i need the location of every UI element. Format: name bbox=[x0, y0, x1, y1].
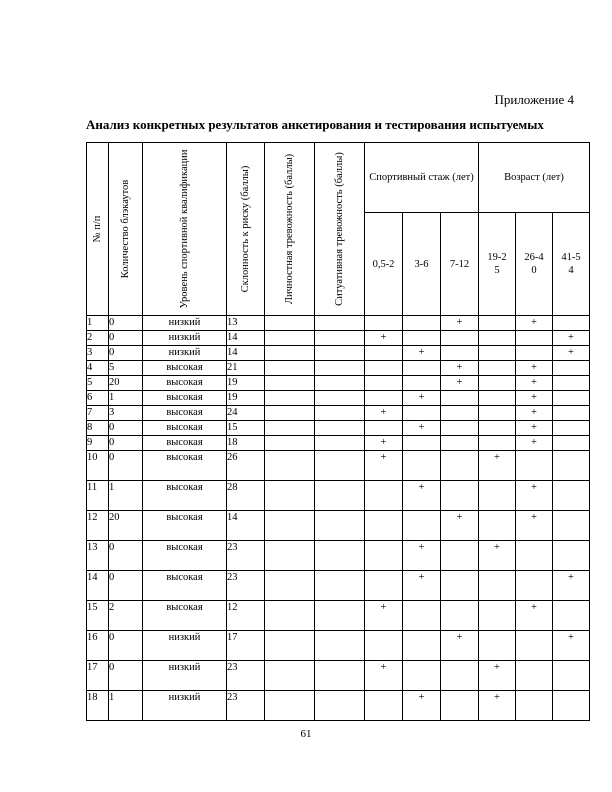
experience-mark bbox=[403, 406, 441, 421]
header-situational: Ситуативная тревожность (баллы) bbox=[315, 143, 365, 316]
personal-anxiety bbox=[265, 421, 315, 436]
blackout-count: 2 bbox=[109, 601, 143, 631]
experience-mark bbox=[403, 361, 441, 376]
situational-anxiety bbox=[315, 511, 365, 541]
blackout-count: 1 bbox=[109, 691, 143, 721]
experience-mark bbox=[365, 421, 403, 436]
experience-mark bbox=[365, 391, 403, 406]
experience-mark bbox=[441, 661, 479, 691]
age-mark: + bbox=[479, 691, 516, 721]
appendix-label: Приложение 4 bbox=[494, 92, 574, 107]
header-exp-0: 0,5-2 bbox=[365, 213, 403, 316]
header-exp-1: 3-6 bbox=[403, 213, 441, 316]
header-num: № п/п bbox=[87, 143, 109, 316]
situational-anxiety bbox=[315, 541, 365, 571]
risk-score: 19 bbox=[227, 391, 265, 406]
age-mark bbox=[479, 361, 516, 376]
age-mark bbox=[479, 391, 516, 406]
experience-mark bbox=[441, 571, 479, 601]
age-mark bbox=[479, 376, 516, 391]
blackout-count: 5 bbox=[109, 361, 143, 376]
age-mark: + bbox=[516, 391, 553, 406]
age-mark bbox=[516, 571, 553, 601]
blackout-count: 0 bbox=[109, 346, 143, 361]
personal-anxiety bbox=[265, 316, 315, 331]
risk-score: 14 bbox=[227, 331, 265, 346]
risk-score: 23 bbox=[227, 541, 265, 571]
age-mark bbox=[479, 331, 516, 346]
situational-anxiety bbox=[315, 661, 365, 691]
personal-anxiety bbox=[265, 346, 315, 361]
row-number: 15 bbox=[87, 601, 109, 631]
blackout-count: 20 bbox=[109, 376, 143, 391]
experience-mark bbox=[365, 316, 403, 331]
qualification-level: высокая bbox=[143, 376, 227, 391]
age-mark: + bbox=[553, 331, 590, 346]
header-age-1: 26-40 bbox=[516, 213, 553, 316]
experience-mark bbox=[365, 511, 403, 541]
personal-anxiety bbox=[265, 451, 315, 481]
row-number: 11 bbox=[87, 481, 109, 511]
blackout-count: 0 bbox=[109, 631, 143, 661]
experience-mark bbox=[441, 691, 479, 721]
blackout-count: 0 bbox=[109, 661, 143, 691]
qualification-level: высокая bbox=[143, 481, 227, 511]
risk-score: 12 bbox=[227, 601, 265, 631]
experience-mark: + bbox=[403, 571, 441, 601]
age-mark bbox=[516, 331, 553, 346]
age-mark bbox=[479, 316, 516, 331]
experience-mark: + bbox=[441, 316, 479, 331]
row-number: 9 bbox=[87, 436, 109, 451]
qualification-level: высокая bbox=[143, 436, 227, 451]
experience-mark bbox=[403, 601, 441, 631]
experience-mark: + bbox=[403, 541, 441, 571]
situational-anxiety bbox=[315, 331, 365, 346]
qualification-level: высокая bbox=[143, 406, 227, 421]
experience-mark bbox=[441, 481, 479, 511]
personal-anxiety bbox=[265, 361, 315, 376]
age-mark: + bbox=[479, 661, 516, 691]
age-mark: + bbox=[516, 511, 553, 541]
experience-mark bbox=[441, 436, 479, 451]
row-number: 3 bbox=[87, 346, 109, 361]
experience-mark bbox=[441, 391, 479, 406]
age-mark: + bbox=[516, 436, 553, 451]
age-mark bbox=[479, 406, 516, 421]
age-mark: + bbox=[516, 481, 553, 511]
experience-mark: + bbox=[441, 361, 479, 376]
qualification-level: высокая bbox=[143, 421, 227, 436]
experience-mark: + bbox=[403, 421, 441, 436]
table-row bbox=[87, 406, 590, 421]
page-title: Анализ конкретных результатов анкетирования и тестирования испытуемых bbox=[86, 117, 544, 132]
table-row bbox=[87, 571, 590, 601]
experience-mark bbox=[365, 691, 403, 721]
experience-mark bbox=[365, 481, 403, 511]
table-body bbox=[87, 316, 590, 721]
age-mark bbox=[553, 361, 590, 376]
situational-anxiety bbox=[315, 421, 365, 436]
age-mark bbox=[553, 451, 590, 481]
situational-anxiety bbox=[315, 481, 365, 511]
age-mark bbox=[553, 316, 590, 331]
situational-anxiety bbox=[315, 391, 365, 406]
personal-anxiety bbox=[265, 691, 315, 721]
situational-anxiety bbox=[315, 571, 365, 601]
experience-mark bbox=[441, 451, 479, 481]
experience-mark bbox=[403, 451, 441, 481]
age-mark: + bbox=[516, 376, 553, 391]
age-mark bbox=[516, 661, 553, 691]
situational-anxiety bbox=[315, 346, 365, 361]
qualification-level: низкий bbox=[143, 661, 227, 691]
age-mark: + bbox=[516, 421, 553, 436]
risk-score: 26 bbox=[227, 451, 265, 481]
header-age-0: 19-25 bbox=[479, 213, 516, 316]
row-number: 18 bbox=[87, 691, 109, 721]
experience-mark bbox=[365, 346, 403, 361]
age-mark bbox=[516, 631, 553, 661]
age-mark bbox=[553, 421, 590, 436]
experience-mark: + bbox=[403, 691, 441, 721]
blackout-count: 0 bbox=[109, 541, 143, 571]
table-row bbox=[87, 541, 590, 571]
row-number: 4 bbox=[87, 361, 109, 376]
table-row bbox=[87, 691, 590, 721]
blackout-count: 0 bbox=[109, 331, 143, 346]
table-row bbox=[87, 391, 590, 406]
qualification-level: низкий bbox=[143, 331, 227, 346]
age-mark: + bbox=[479, 541, 516, 571]
experience-mark: + bbox=[403, 391, 441, 406]
qualification-level: высокая bbox=[143, 451, 227, 481]
experience-mark bbox=[403, 376, 441, 391]
table-row bbox=[87, 361, 590, 376]
situational-anxiety bbox=[315, 436, 365, 451]
experience-mark bbox=[365, 361, 403, 376]
header-age-2: 41-54 bbox=[553, 213, 590, 316]
experience-mark bbox=[403, 316, 441, 331]
age-mark: + bbox=[516, 406, 553, 421]
experience-mark bbox=[441, 541, 479, 571]
blackout-count: 20 bbox=[109, 511, 143, 541]
row-number: 6 bbox=[87, 391, 109, 406]
experience-mark bbox=[441, 346, 479, 361]
situational-anxiety bbox=[315, 406, 365, 421]
risk-score: 19 bbox=[227, 376, 265, 391]
age-mark: + bbox=[516, 601, 553, 631]
age-mark bbox=[553, 601, 590, 631]
table-row bbox=[87, 346, 590, 361]
risk-score: 14 bbox=[227, 346, 265, 361]
experience-mark bbox=[365, 376, 403, 391]
age-mark bbox=[479, 571, 516, 601]
age-mark bbox=[553, 436, 590, 451]
experience-mark: + bbox=[365, 436, 403, 451]
experience-mark: + bbox=[441, 511, 479, 541]
header-count: Количество блэкаутов bbox=[109, 143, 143, 316]
row-number: 10 bbox=[87, 451, 109, 481]
qualification-level: низкий bbox=[143, 316, 227, 331]
table-row bbox=[87, 511, 590, 541]
situational-anxiety bbox=[315, 601, 365, 631]
qualification-level: низкий bbox=[143, 631, 227, 661]
results-table bbox=[86, 142, 590, 721]
situational-anxiety bbox=[315, 451, 365, 481]
experience-mark bbox=[403, 661, 441, 691]
table-row bbox=[87, 436, 590, 451]
qualification-level: высокая bbox=[143, 541, 227, 571]
age-mark bbox=[516, 541, 553, 571]
age-mark bbox=[516, 451, 553, 481]
age-mark bbox=[479, 481, 516, 511]
age-mark bbox=[516, 691, 553, 721]
risk-score: 15 bbox=[227, 421, 265, 436]
age-mark: + bbox=[516, 361, 553, 376]
header-level: Уровень спортивной квалификации bbox=[143, 143, 227, 316]
age-mark: + bbox=[553, 631, 590, 661]
personal-anxiety bbox=[265, 511, 315, 541]
experience-mark bbox=[365, 631, 403, 661]
page-number: 61 bbox=[300, 728, 312, 740]
qualification-level: высокая bbox=[143, 511, 227, 541]
experience-mark bbox=[403, 631, 441, 661]
situational-anxiety bbox=[315, 376, 365, 391]
experience-mark: + bbox=[441, 376, 479, 391]
age-mark bbox=[553, 541, 590, 571]
risk-score: 14 bbox=[227, 511, 265, 541]
age-mark bbox=[553, 406, 590, 421]
qualification-level: высокая bbox=[143, 571, 227, 601]
row-number: 5 bbox=[87, 376, 109, 391]
age-mark bbox=[479, 631, 516, 661]
situational-anxiety bbox=[315, 631, 365, 661]
header-risk: Склонность к риску (баллы) bbox=[227, 143, 265, 316]
age-mark bbox=[553, 481, 590, 511]
row-number: 7 bbox=[87, 406, 109, 421]
personal-anxiety bbox=[265, 631, 315, 661]
table-row bbox=[87, 316, 590, 331]
personal-anxiety bbox=[265, 436, 315, 451]
personal-anxiety bbox=[265, 541, 315, 571]
experience-mark bbox=[441, 331, 479, 346]
risk-score: 17 bbox=[227, 631, 265, 661]
personal-anxiety bbox=[265, 481, 315, 511]
age-mark bbox=[479, 511, 516, 541]
qualification-level: высокая bbox=[143, 391, 227, 406]
personal-anxiety bbox=[265, 391, 315, 406]
personal-anxiety bbox=[265, 331, 315, 346]
experience-mark: + bbox=[403, 481, 441, 511]
situational-anxiety bbox=[315, 361, 365, 376]
personal-anxiety bbox=[265, 376, 315, 391]
age-mark: + bbox=[516, 316, 553, 331]
risk-score: 28 bbox=[227, 481, 265, 511]
experience-mark bbox=[403, 436, 441, 451]
situational-anxiety bbox=[315, 691, 365, 721]
row-number: 13 bbox=[87, 541, 109, 571]
risk-score: 23 bbox=[227, 661, 265, 691]
age-mark bbox=[479, 601, 516, 631]
row-number: 8 bbox=[87, 421, 109, 436]
table-row bbox=[87, 451, 590, 481]
risk-score: 18 bbox=[227, 436, 265, 451]
age-mark bbox=[553, 691, 590, 721]
experience-mark: + bbox=[365, 601, 403, 631]
risk-score: 23 bbox=[227, 691, 265, 721]
personal-anxiety bbox=[265, 571, 315, 601]
blackout-count: 0 bbox=[109, 451, 143, 481]
experience-mark: + bbox=[403, 346, 441, 361]
personal-anxiety bbox=[265, 406, 315, 421]
experience-mark: + bbox=[365, 406, 403, 421]
qualification-level: низкий bbox=[143, 346, 227, 361]
blackout-count: 0 bbox=[109, 316, 143, 331]
age-mark bbox=[516, 346, 553, 361]
personal-anxiety bbox=[265, 661, 315, 691]
age-mark: + bbox=[553, 571, 590, 601]
age-mark bbox=[479, 346, 516, 361]
risk-score: 13 bbox=[227, 316, 265, 331]
blackout-count: 0 bbox=[109, 421, 143, 436]
experience-mark: + bbox=[365, 661, 403, 691]
blackout-count: 1 bbox=[109, 391, 143, 406]
row-number: 12 bbox=[87, 511, 109, 541]
qualification-level: низкий bbox=[143, 691, 227, 721]
row-number: 14 bbox=[87, 571, 109, 601]
header-experience-group: Спортивный стаж (лет) bbox=[365, 143, 479, 213]
qualification-level: высокая bbox=[143, 601, 227, 631]
header-exp-2: 7-12 bbox=[441, 213, 479, 316]
experience-mark bbox=[441, 406, 479, 421]
experience-mark bbox=[403, 331, 441, 346]
risk-score: 24 bbox=[227, 406, 265, 421]
table-row bbox=[87, 331, 590, 346]
personal-anxiety bbox=[265, 601, 315, 631]
table-row bbox=[87, 661, 590, 691]
blackout-count: 0 bbox=[109, 571, 143, 601]
age-mark bbox=[553, 511, 590, 541]
table-row bbox=[87, 631, 590, 661]
risk-score: 23 bbox=[227, 571, 265, 601]
blackout-count: 1 bbox=[109, 481, 143, 511]
header-personal: Личностная тревожность (баллы) bbox=[265, 143, 315, 316]
age-mark bbox=[479, 436, 516, 451]
qualification-level: высокая bbox=[143, 361, 227, 376]
experience-mark bbox=[403, 511, 441, 541]
age-mark bbox=[553, 376, 590, 391]
experience-mark: + bbox=[365, 451, 403, 481]
table-row bbox=[87, 601, 590, 631]
header-age-group: Возраст (лет) bbox=[479, 143, 590, 213]
situational-anxiety bbox=[315, 316, 365, 331]
experience-mark bbox=[441, 421, 479, 436]
row-number: 16 bbox=[87, 631, 109, 661]
age-mark bbox=[479, 421, 516, 436]
row-number: 1 bbox=[87, 316, 109, 331]
age-mark bbox=[553, 391, 590, 406]
experience-mark bbox=[365, 571, 403, 601]
table-row bbox=[87, 421, 590, 436]
blackout-count: 3 bbox=[109, 406, 143, 421]
risk-score: 21 bbox=[227, 361, 265, 376]
age-mark bbox=[553, 661, 590, 691]
age-mark: + bbox=[553, 346, 590, 361]
experience-mark: + bbox=[365, 331, 403, 346]
age-mark: + bbox=[479, 451, 516, 481]
row-number: 17 bbox=[87, 661, 109, 691]
row-number: 2 bbox=[87, 331, 109, 346]
blackout-count: 0 bbox=[109, 436, 143, 451]
table-row bbox=[87, 481, 590, 511]
experience-mark bbox=[441, 601, 479, 631]
experience-mark bbox=[365, 541, 403, 571]
experience-mark: + bbox=[441, 631, 479, 661]
table-row bbox=[87, 376, 590, 391]
